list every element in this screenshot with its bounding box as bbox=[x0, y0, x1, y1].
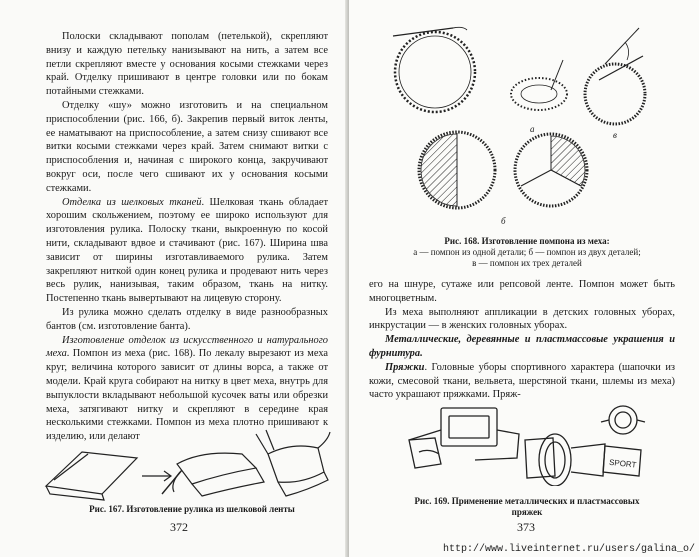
paragraph bbox=[369, 361, 675, 402]
pompon-drawing bbox=[383, 20, 673, 230]
paragraph: Из меха выполняют аппликации в детских головных уборах, инкрустации — в женских головных уборах. bbox=[369, 306, 675, 332]
rouleau-drawing bbox=[42, 424, 332, 504]
right-body-text bbox=[369, 278, 675, 402]
italic-heading: Пряжки bbox=[385, 361, 425, 373]
paragraph bbox=[369, 333, 675, 361]
label-v: в bbox=[613, 130, 617, 140]
caption-title: Рис. 168. Изготовление помпона из меха: bbox=[444, 236, 610, 246]
figure-167-roll-illustration bbox=[42, 424, 332, 504]
buckles-drawing bbox=[405, 400, 665, 486]
paragraph: Из рулика можно сделать отделку в виде разнообразных бантов (см. изготовление банта). bbox=[46, 306, 328, 332]
italic-heading: Металлические, деревянные и пластмассовые украшения и фурнитура. bbox=[369, 334, 675, 359]
figure-167-caption: Рис. 167. Изготовление рулика из шелковой ленты bbox=[89, 504, 295, 514]
page-number: 372 bbox=[170, 520, 188, 534]
paragraph: его на шнуре, сутаже или репсовой ленте. Помпон может быть многоцветным. bbox=[369, 279, 675, 304]
page-number: 373 bbox=[517, 520, 535, 534]
paragraph-text: . Шелковая ткань обладает хорошим скольжением, поэтому ее широко используют для изготовления рулика. Полоску ткани, выкроенную по косой нити, складывают вдвое и стачивают (рис. 167). Ширина шва зависит от ширины изготавливаемого рулика. Затем закрепляют ниткой один конец рулика и продевают нить через весь рулик, нанизывая, таким образом, ткань на нитку. Постепенно ткань вывертывают на лицевую сторону. bbox=[46, 196, 328, 305]
paragraph: Отделку «шу» можно изготовить и на специальном приспособлении (рис. 166, б). Закрепив первый виток ленты, ее наматывают на приспособление, а затем снизу сшивают все витки косыми стежками через край. Затем снимают витки с приспособления и, начиная с широкого конца, закручивают вокруг оси, после чего сшивают их у основания косыми стежками. bbox=[46, 99, 328, 194]
paragraph bbox=[46, 196, 328, 306]
left-page bbox=[0, 0, 349, 557]
figure-169-caption bbox=[375, 496, 679, 518]
label-b: б bbox=[501, 216, 506, 226]
paragraph-text: . Головные уборы спортивного характера (шапочки из кожи, смесовой ткани, вельвета, шерстяной ткани, шлемы из меха) часто украшают пряжками. Пряж- bbox=[369, 361, 675, 401]
italic-heading: Отделка из шелковых тканей bbox=[62, 196, 202, 208]
right-page bbox=[349, 0, 699, 557]
paragraph: Полоски складывают пополам (петелькой), скрепляют внизу и каждую петельку нанизывают на нить, а затем все петли скрепляют вместе у основания косыми стежками через край. Отделку пришивают в центре головки или по бокам потайными стежками. bbox=[46, 31, 328, 98]
figure-168-pompons bbox=[383, 20, 673, 230]
caption-line: пряжек bbox=[511, 507, 543, 517]
paragraph-text: . Помпон из меха (рис. 168). По лекалу вырезают из меха круг, величина которого зависит от длины ворса, а также от модели. Край круга собирают на нитку в цвет меха, внутрь для выпуклости вкладывают небольшой кусочек ваты или обрезки меха, затягивают нитку и скрепляют в середине края несколькими стежками. Помпон из меха плотно пришивают к изделию, или делают bbox=[46, 348, 328, 443]
caption-line: в — помпон их трех деталей bbox=[472, 258, 582, 268]
left-body-text bbox=[46, 30, 328, 444]
figure-168-caption bbox=[369, 236, 685, 269]
figure-169-buckles bbox=[405, 400, 665, 486]
caption-line: Рис. 169. Применение металлических и пластмассовых bbox=[414, 496, 640, 506]
italic-heading: Изготовление отделок из искусственного и натурального меха bbox=[46, 334, 328, 360]
footer-url[interactable]: http://www.liveinternet.ru/users/galina_o/ bbox=[442, 544, 695, 555]
sport-label: SPORT bbox=[608, 457, 637, 470]
caption-line: а — помпон из одной детали; б — помпон из двух деталей; bbox=[413, 247, 641, 257]
label-a: а bbox=[530, 124, 535, 134]
